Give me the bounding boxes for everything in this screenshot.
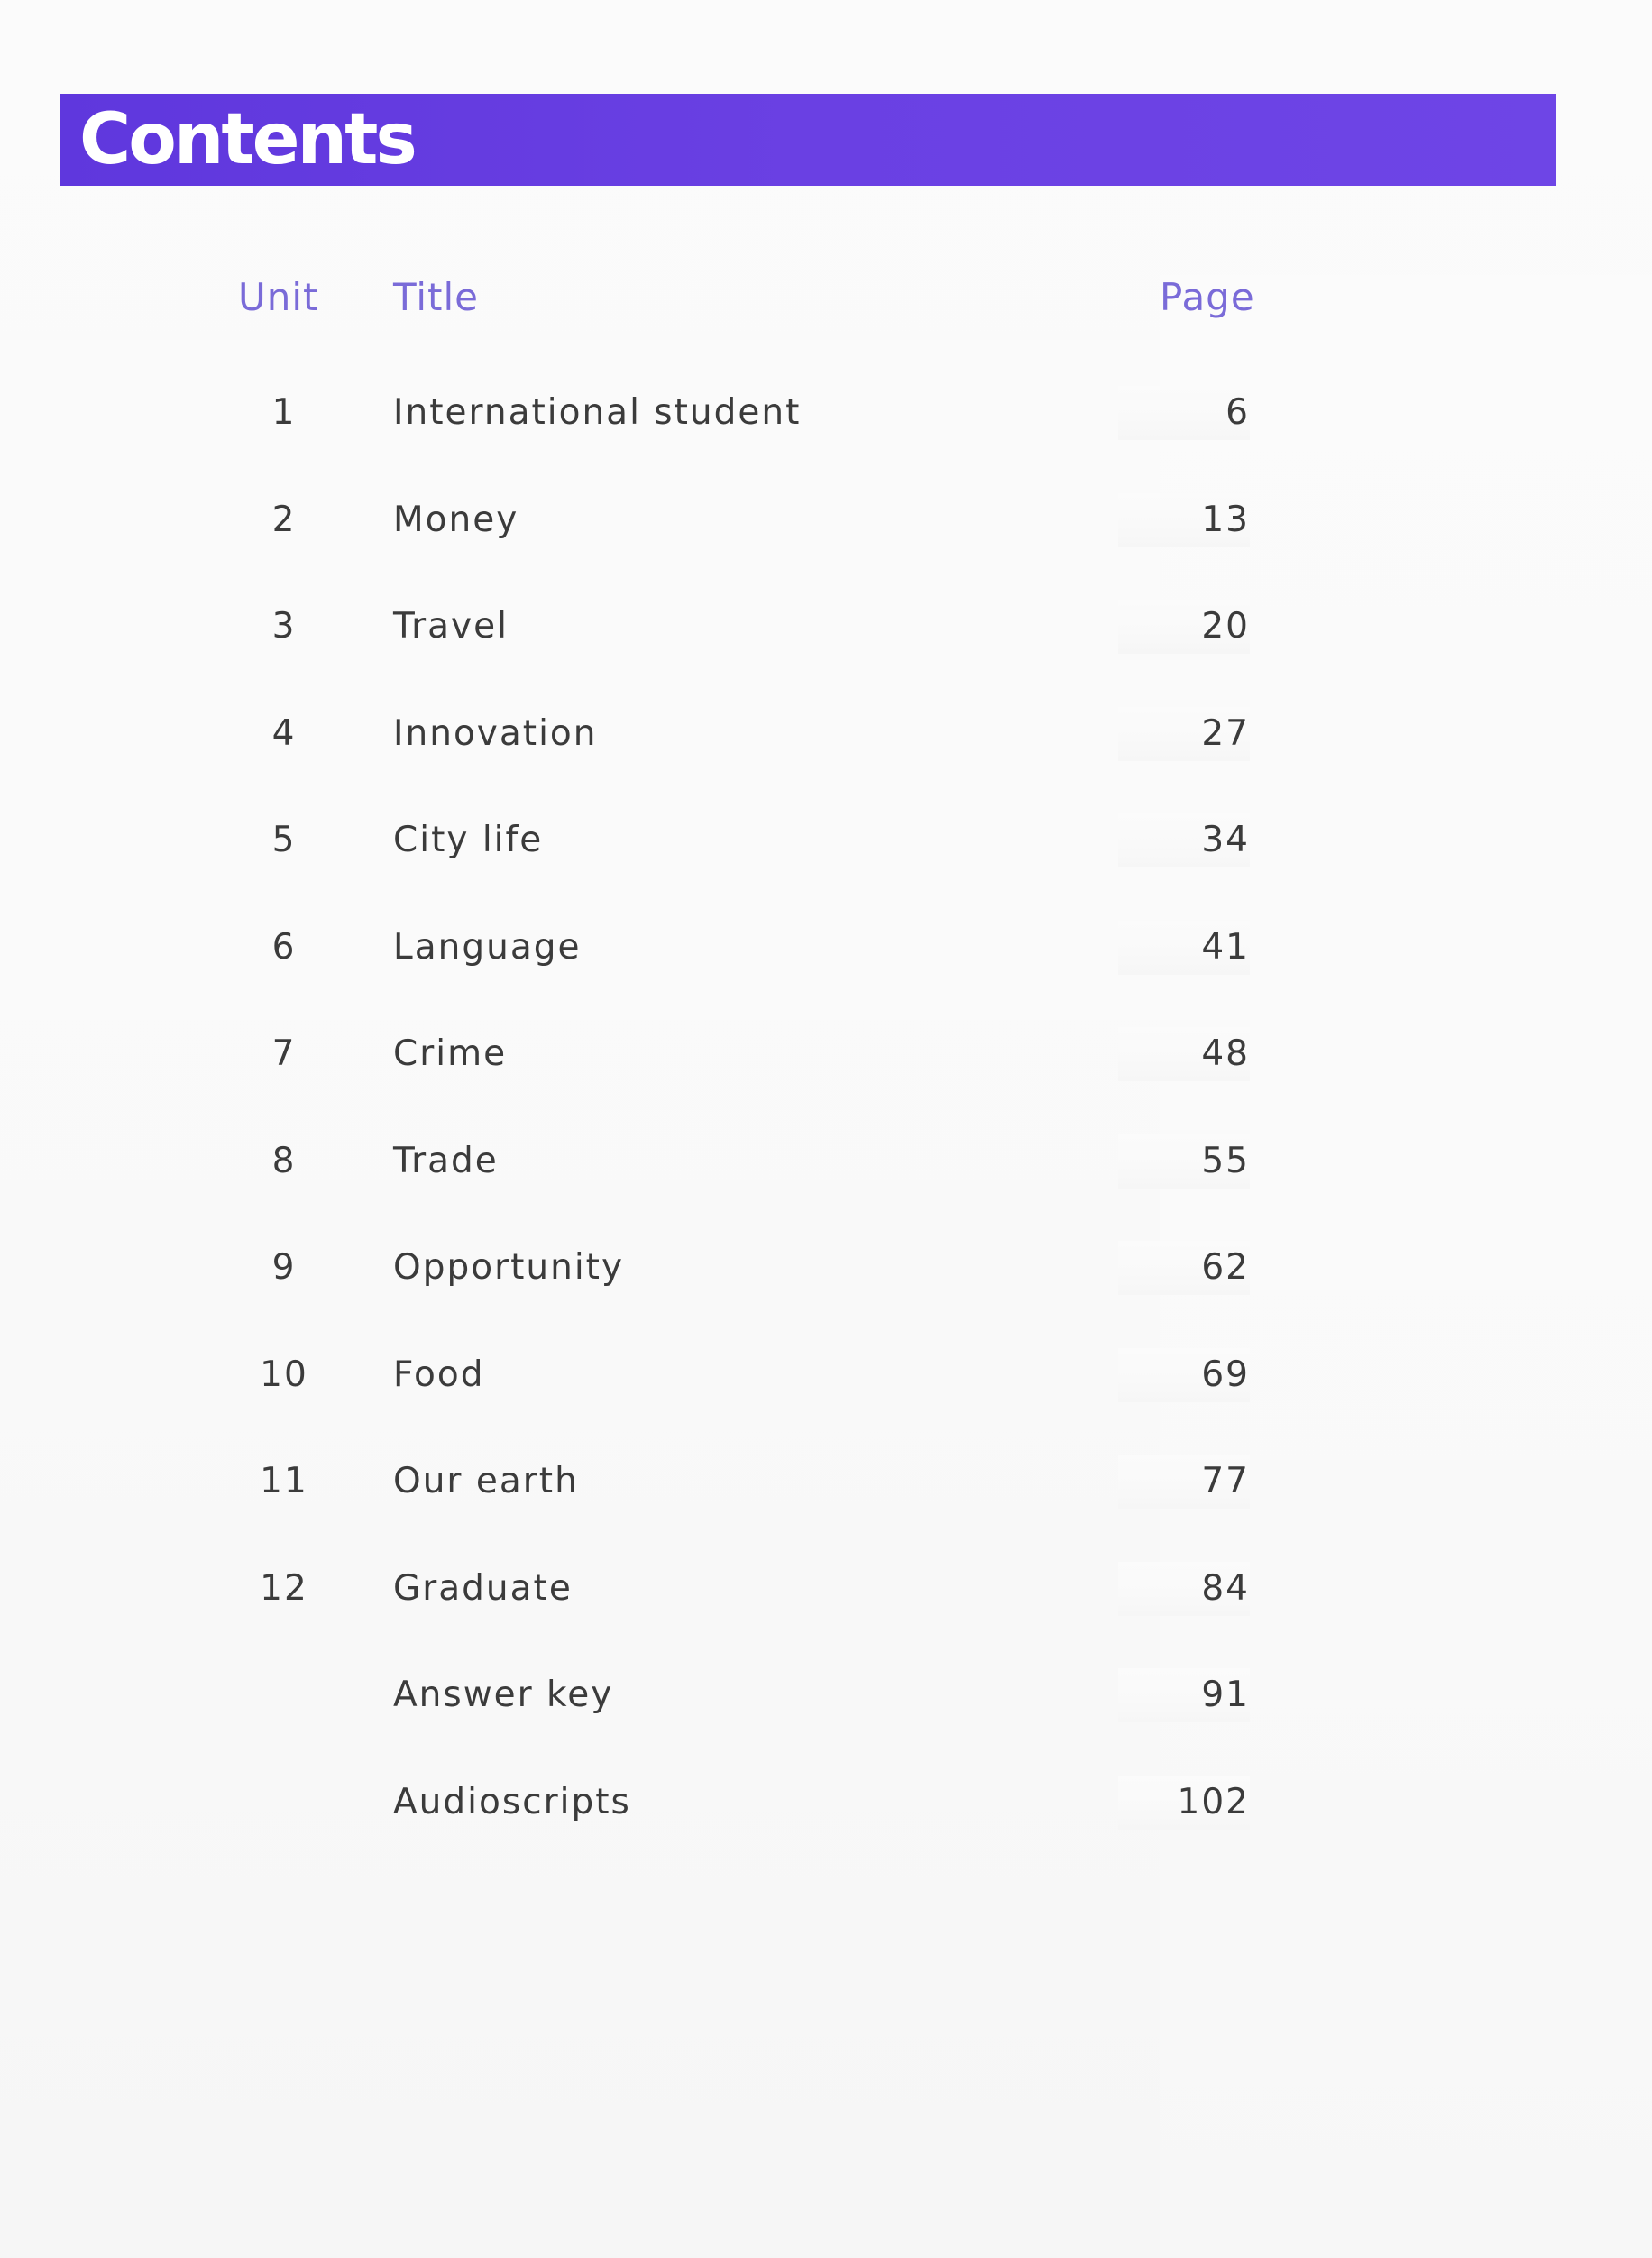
page-number: 13 xyxy=(1118,493,1250,547)
unit-title: Audioscripts xyxy=(393,1781,631,1822)
toc-entry xyxy=(0,813,1652,867)
unit-number: 2 xyxy=(271,499,297,540)
toc-entry xyxy=(0,1668,1652,1722)
unit-number: 12 xyxy=(260,1567,308,1609)
unit-number: 4 xyxy=(271,712,297,754)
page-number: 20 xyxy=(1118,600,1250,654)
unit-number: 10 xyxy=(260,1354,308,1395)
column-header-title: Title xyxy=(393,275,480,319)
unit-title: City life xyxy=(393,820,544,860)
toc-entry xyxy=(0,493,1652,547)
unit-title: Food xyxy=(393,1354,485,1395)
unit-number: 5 xyxy=(271,820,297,860)
unit-title: Travel xyxy=(393,606,509,647)
page-number: 41 xyxy=(1118,921,1250,975)
toc-entry xyxy=(0,1027,1652,1081)
unit-number: 1 xyxy=(271,392,297,433)
unit-title: Answer key xyxy=(393,1675,614,1715)
page-number: 84 xyxy=(1118,1562,1250,1616)
unit-title: International student xyxy=(393,392,802,433)
toc-entry xyxy=(0,1562,1652,1616)
unit-title: Our earth xyxy=(393,1461,579,1501)
unit-title: Language xyxy=(393,926,582,968)
unit-title: Crime xyxy=(393,1033,508,1074)
unit-title: Trade xyxy=(393,1140,499,1181)
toc-entry xyxy=(0,386,1652,440)
toc-entry xyxy=(0,1134,1652,1189)
page-number: 6 xyxy=(1118,386,1250,440)
unit-title: Graduate xyxy=(393,1567,573,1609)
unit-number: 8 xyxy=(271,1140,297,1181)
page-number: 55 xyxy=(1118,1134,1250,1189)
page-number: 77 xyxy=(1118,1455,1250,1509)
toc-entry xyxy=(0,1455,1652,1509)
page-number: 48 xyxy=(1118,1027,1250,1081)
column-header-unit: Unit xyxy=(238,275,319,319)
toc-entry xyxy=(0,1776,1652,1830)
unit-title: Opportunity xyxy=(393,1247,625,1288)
unit-number: 11 xyxy=(260,1461,308,1501)
unit-number: 7 xyxy=(271,1033,297,1074)
page-number: 91 xyxy=(1118,1668,1250,1722)
column-header-page: Page xyxy=(1160,275,1652,2258)
page-number: 62 xyxy=(1118,1241,1250,1295)
page-title: Contents xyxy=(79,99,415,180)
unit-title: Innovation xyxy=(393,712,598,754)
unit-number: 9 xyxy=(271,1247,297,1288)
unit-title: Money xyxy=(393,499,519,540)
toc-entry xyxy=(0,1348,1652,1402)
page-number: 102 xyxy=(1118,1776,1250,1830)
toc-entry xyxy=(0,1241,1652,1295)
page-number: 69 xyxy=(1118,1348,1250,1402)
toc-entry xyxy=(0,921,1652,975)
unit-number: 3 xyxy=(271,606,297,647)
page-number: 34 xyxy=(1118,813,1250,867)
unit-number xyxy=(225,1668,343,1722)
unit-number: 6 xyxy=(271,926,297,968)
toc-entry xyxy=(0,707,1652,761)
page-number: 27 xyxy=(1118,707,1250,761)
toc-entry xyxy=(0,600,1652,654)
unit-number xyxy=(225,1776,343,1830)
